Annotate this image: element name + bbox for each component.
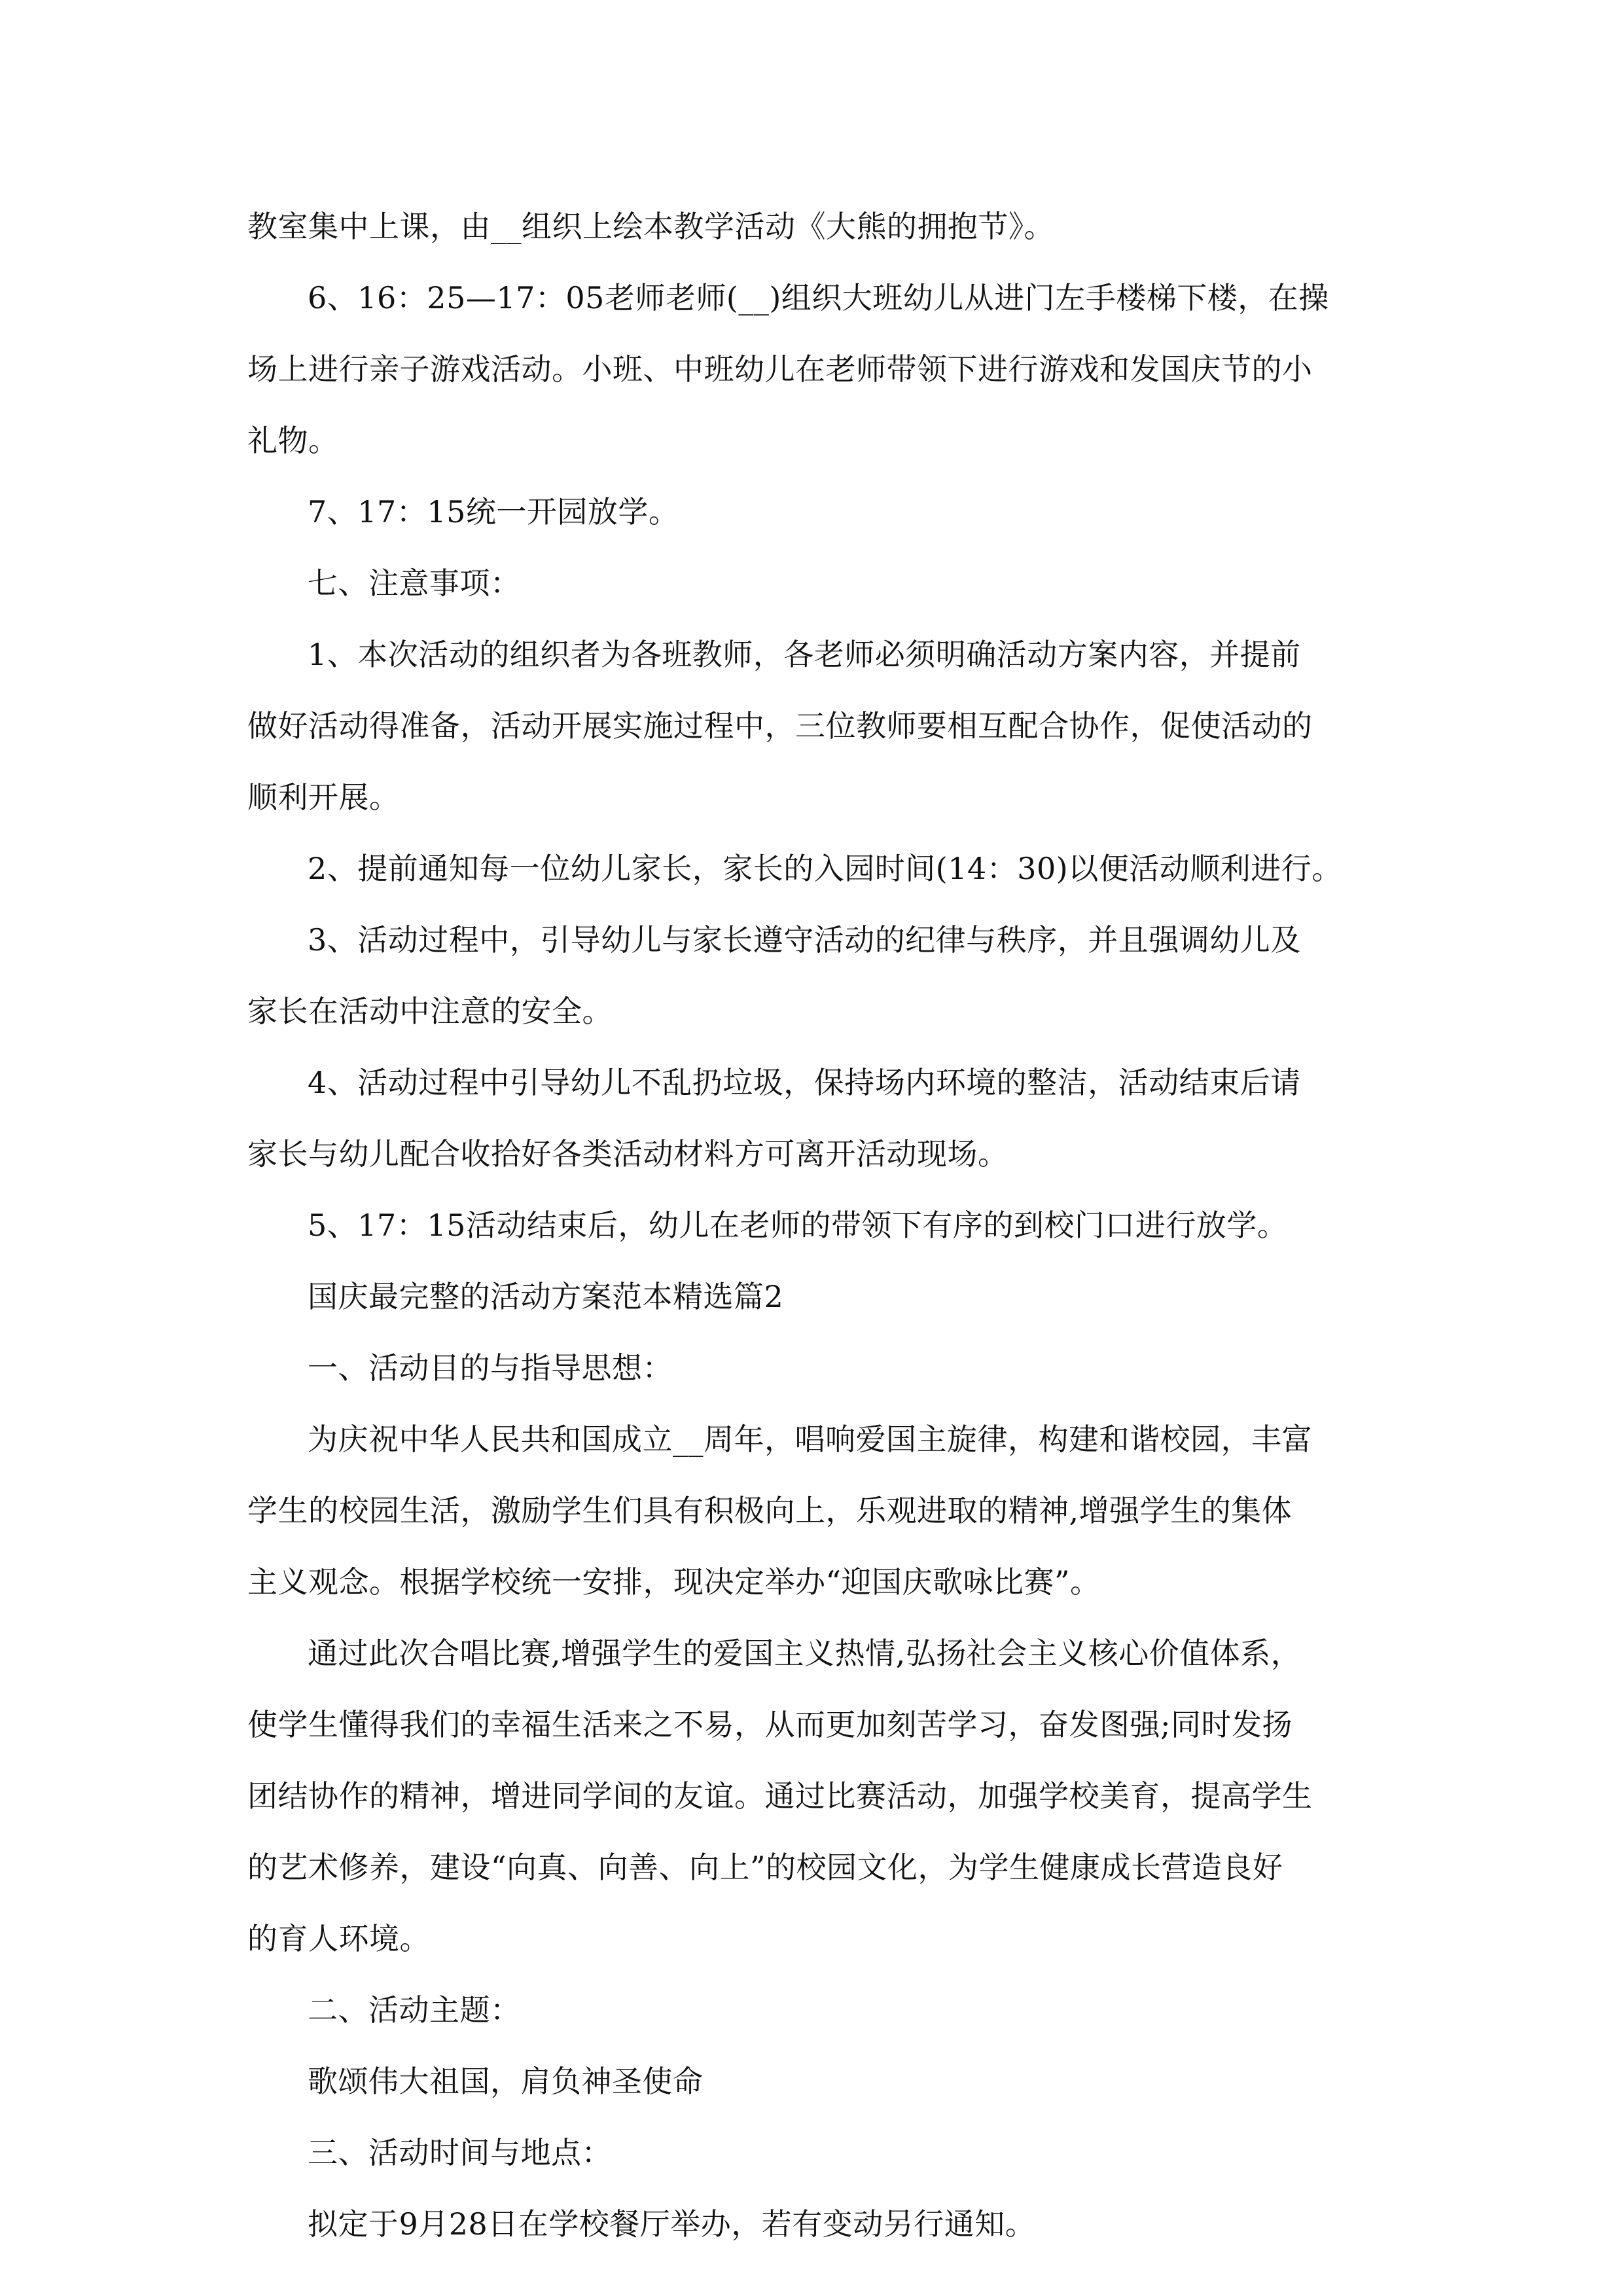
article-title: 国庆最完整的活动方案范本精选篇2 xyxy=(308,1279,784,1314)
text-line-23: 团结协作的精神，增进同学间的友谊。通过比赛活动，加强学校美育，提高学生 xyxy=(247,1778,1313,1814)
text-line-29: 拟定于9月28日在学校餐厅举办，若有变动另行通知。 xyxy=(308,2206,1036,2242)
section-heading-7: 七、注意事项： xyxy=(308,565,521,601)
text-line-9: 顺利开展。 xyxy=(247,780,400,815)
text-line-18: 为庆祝中华人民共和国成立__周年，唱响爱国主旋律，构建和谐校园，丰富 xyxy=(308,1422,1312,1457)
text-line-8: 做好活动得准备，活动开展实施过程中，三位教师要相互配合协作，促使活动的 xyxy=(247,708,1313,744)
section-heading-1: 一、活动目的与指导思想： xyxy=(308,1350,673,1386)
text-line-25: 的育人环境。 xyxy=(247,1921,430,1956)
text-line-19: 学生的校园生活，激励学生们具有积极向上，乐观进取的精神,增强学生的集体 xyxy=(247,1493,1293,1528)
text-line-13: 4、活动过程中引导幼儿不乱扔垃圾，保持场内环境的整洁，活动结束后请 xyxy=(308,1065,1301,1100)
text-line-10: 2、提前通知每一位幼儿家长，家长的入园时间(14：30)以便活动顺利进行。 xyxy=(308,851,1342,886)
text-line-12: 家长在活动中注意的安全。 xyxy=(247,994,613,1029)
text-line-1: 教室集中上课，由__组织上绘本教学活动《大熊的拥抱节》。 xyxy=(247,209,1054,244)
text-line-5: 7、17：15统一开园放学。 xyxy=(308,494,679,529)
text-line-4: 礼物。 xyxy=(247,423,339,458)
text-line-2: 6、16：25—17：05老师老师(__)组织大班幼儿从进门左手楼梯下楼，在操 xyxy=(308,280,1329,315)
text-line-14: 家长与幼儿配合收拾好各类活动材料方可离开活动现场。 xyxy=(247,1136,1008,1172)
section-heading-2: 二、活动主题： xyxy=(308,1992,521,2028)
text-line-27: 歌颂伟大祖国，肩负神圣使命 xyxy=(308,2064,704,2099)
text-line-3: 场上进行亲子游戏活动。小班、中班幼儿在老师带领下进行游戏和发国庆节的小 xyxy=(247,351,1313,387)
text-line-11: 3、活动过程中，引导幼儿与家长遵守活动的纪律与秩序，并且强调幼儿及 xyxy=(308,922,1301,958)
text-line-24: 的艺术修养，建设“向真、向善、向上”的校园文化，为学生健康成长营造良好 xyxy=(247,1850,1283,1885)
text-line-7: 1、本次活动的组织者为各班教师，各老师必须明确活动方案内容，并提前 xyxy=(308,637,1301,672)
text-line-21: 通过此次合唱比赛,增强学生的爱国主义热情,弘扬社会主义核心价值体系， xyxy=(308,1636,1302,1671)
text-line-15: 5、17：15活动结束后，幼儿在老师的带领下有序的到校门口进行放学。 xyxy=(308,1208,1288,1243)
section-heading-3: 三、活动时间与地点： xyxy=(308,2135,612,2170)
document-body xyxy=(247,200,1376,2269)
text-line-20: 主义观念。根据学校统一安排，现决定举办“迎国庆歌咏比赛”。 xyxy=(247,1564,1101,1600)
text-line-22: 使学生懂得我们的幸福生活来之不易，从而更加刻苦学习，奋发图强;同时发扬 xyxy=(247,1707,1293,1742)
